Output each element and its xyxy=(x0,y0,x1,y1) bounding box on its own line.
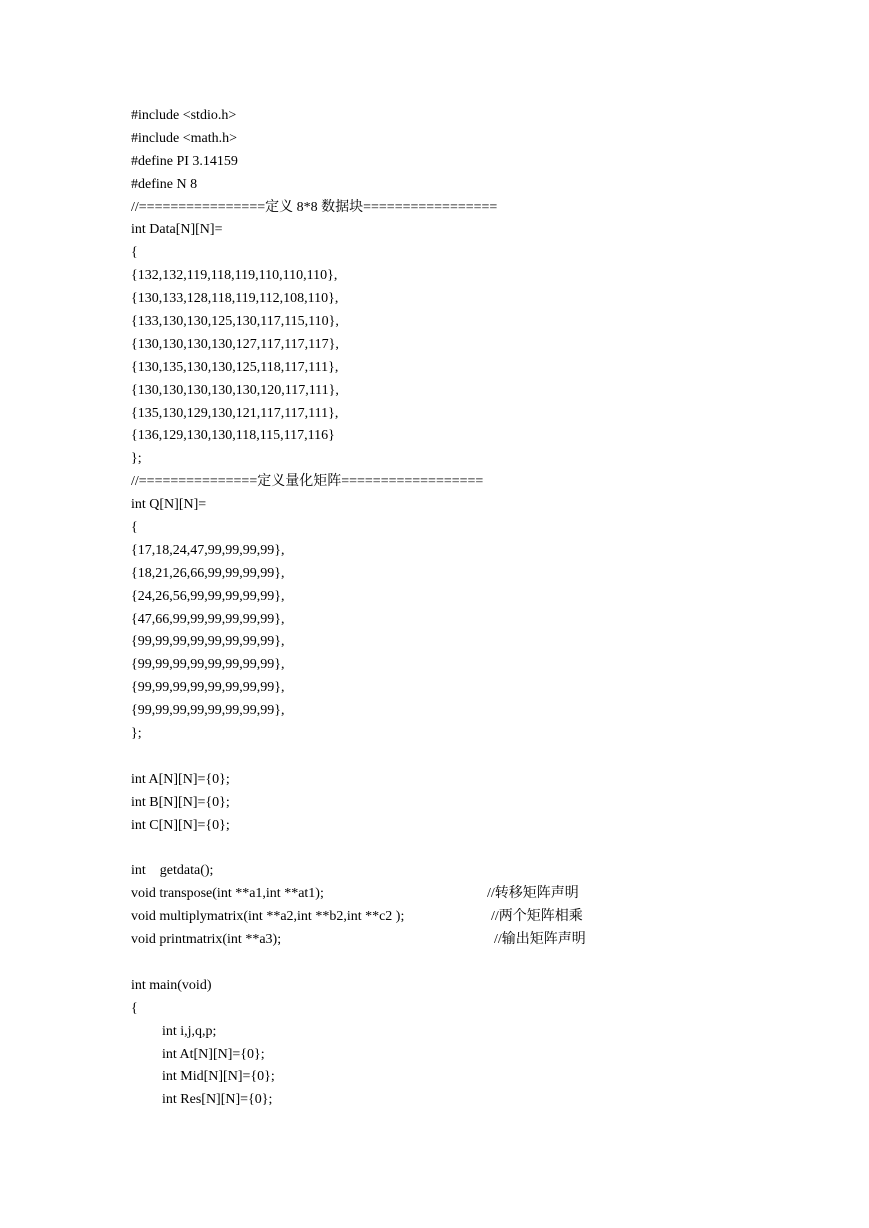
code-text: { xyxy=(131,520,138,536)
code-text: {130,133,128,118,119,112,108,110}, xyxy=(131,291,339,307)
code-line xyxy=(131,357,831,380)
code-text: {136,129,130,130,118,115,117,116} xyxy=(131,428,335,444)
code-text: int At[N][N]={0}; xyxy=(162,1046,265,1062)
code-line xyxy=(131,471,831,494)
code-text: { xyxy=(131,1000,138,1016)
code-text: {17,18,24,47,99,99,99,99}, xyxy=(131,542,285,558)
code-line xyxy=(131,998,831,1021)
code-line xyxy=(131,563,831,586)
code-text: {99,99,99,99,99,99,99,99}, xyxy=(131,657,285,673)
code-line xyxy=(131,815,831,838)
code-line xyxy=(131,219,831,242)
code-line xyxy=(131,105,831,128)
code-text: #define N 8 xyxy=(131,176,198,192)
code-comment: //输出矩阵声明 xyxy=(494,932,586,948)
code-text: int getdata(); xyxy=(131,863,214,879)
code-line xyxy=(131,128,831,151)
code-text: {130,130,130,130,130,120,117,111}, xyxy=(131,382,339,398)
code-text: {18,21,26,66,99,99,99,99}, xyxy=(131,565,285,581)
code-text: { xyxy=(131,245,138,261)
code-comment: //两个矩阵相乘 xyxy=(491,909,583,925)
code-line xyxy=(131,792,831,815)
code-line xyxy=(131,929,831,952)
code-line xyxy=(131,654,831,677)
code-text: int B[N][N]={0}; xyxy=(131,794,230,810)
code-line xyxy=(131,288,831,311)
code-line xyxy=(131,1044,831,1067)
code-text: {132,132,119,118,119,110,110,110}, xyxy=(131,268,338,284)
code-text: {99,99,99,99,99,99,99,99}, xyxy=(131,680,285,696)
code-text: int Mid[N][N]={0}; xyxy=(162,1069,275,1085)
code-line xyxy=(131,838,831,861)
code-line xyxy=(131,723,831,746)
code-text: int i,j,q,p; xyxy=(162,1023,217,1039)
code-line xyxy=(131,1066,831,1089)
code-line xyxy=(131,242,831,265)
code-text: }; xyxy=(131,451,142,467)
code-line xyxy=(131,769,831,792)
code-line xyxy=(131,906,831,929)
code-text: //===============定义量化矩阵================== xyxy=(131,474,484,490)
code-line xyxy=(131,494,831,517)
code-line xyxy=(131,311,831,334)
code-line xyxy=(131,403,831,426)
code-line xyxy=(131,174,831,197)
code-line xyxy=(131,540,831,563)
code-line xyxy=(131,197,831,220)
code-text: {130,130,130,130,127,117,117,117}, xyxy=(131,336,339,352)
code-text: {135,130,129,130,121,117,117,111}, xyxy=(131,405,339,421)
code-text: int Data[N][N]= xyxy=(131,222,223,238)
code-text: int main(void) xyxy=(131,977,212,993)
code-line xyxy=(131,883,831,906)
code-line xyxy=(131,380,831,403)
code-text: {24,26,56,99,99,99,99,99}, xyxy=(131,588,285,604)
code-text: #define PI 3.14159 xyxy=(131,153,238,169)
code-listing xyxy=(131,105,831,1112)
code-line xyxy=(131,265,831,288)
code-text: {99,99,99,99,99,99,99,99}, xyxy=(131,703,285,719)
code-line xyxy=(131,1021,831,1044)
code-text: void multiplymatrix(int **a2,int **b2,int **c2 ); xyxy=(131,909,405,925)
code-text: int Res[N][N]={0}; xyxy=(162,1092,273,1108)
code-line xyxy=(131,1089,831,1112)
code-text: #include <stdio.h> xyxy=(131,108,237,123)
code-line xyxy=(131,609,831,632)
code-text: {99,99,99,99,99,99,99,99}, xyxy=(131,634,285,650)
code-line xyxy=(131,975,831,998)
code-text: int C[N][N]={0}; xyxy=(131,817,230,833)
code-text: void transpose(int **a1,int **at1); xyxy=(131,886,324,902)
code-line xyxy=(131,425,831,448)
code-line xyxy=(131,448,831,471)
code-text: {47,66,99,99,99,99,99,99}, xyxy=(131,611,285,627)
code-line xyxy=(131,860,831,883)
code-text: int A[N][N]={0}; xyxy=(131,771,230,787)
code-text: }; xyxy=(131,726,142,742)
code-line xyxy=(131,517,831,540)
code-text: //================定义 8*8 数据块================= xyxy=(131,199,498,215)
code-line xyxy=(131,151,831,174)
code-text: {130,135,130,130,125,118,117,111}, xyxy=(131,359,339,375)
code-comment: //转移矩阵声明 xyxy=(487,886,579,902)
code-line xyxy=(131,677,831,700)
code-text: void printmatrix(int **a3); xyxy=(131,932,282,948)
code-line xyxy=(131,746,831,769)
code-line xyxy=(131,700,831,723)
code-text: #include <math.h> xyxy=(131,130,237,146)
code-text: {133,130,130,125,130,117,115,110}, xyxy=(131,314,339,330)
code-text: int Q[N][N]= xyxy=(131,497,207,513)
code-line xyxy=(131,952,831,975)
code-line xyxy=(131,334,831,357)
code-line xyxy=(131,586,831,609)
code-line xyxy=(131,631,831,654)
